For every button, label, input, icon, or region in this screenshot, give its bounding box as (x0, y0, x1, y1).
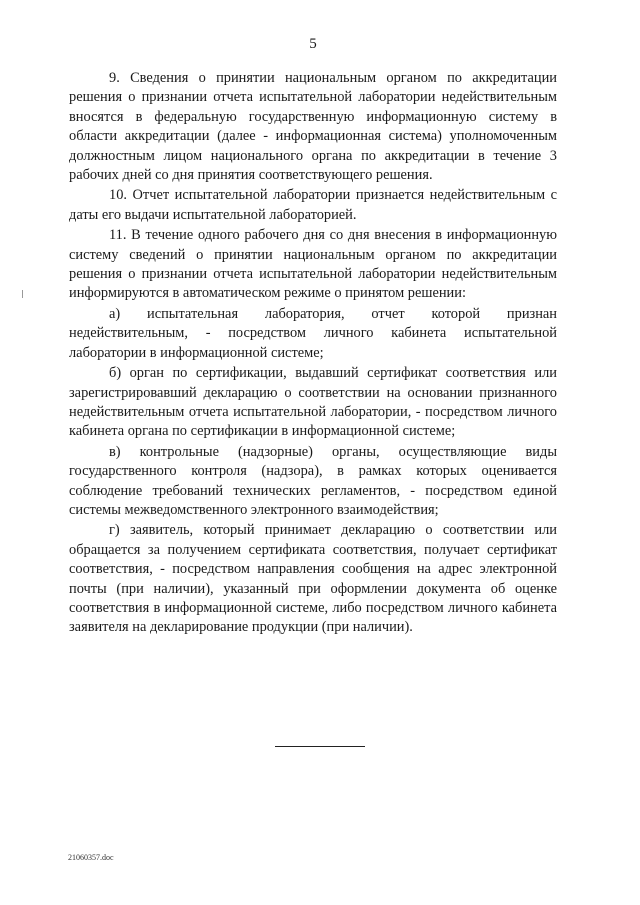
footer-filename: 21060357.doc (68, 853, 114, 862)
subparagraph-g: г) заявитель, который принимает декларацию о соответствии или обращается за получением сертификата соответствия, получает сертификат соответствия, - посредством направления сообщения на адрес электронной почты (при наличии), указанный при оформлении документа об оценке соответствия в информационной системе, либо посредством личного кабинета заявителя на декларирование продукции (при наличии). (69, 522, 557, 636)
paragraph-11: 11. В течение одного рабочего дня со дня внесения в информационную систему сведений о принятии национальным органом по аккредитации решения о признании отчета испытательной лаборатории недействительным информируются в автоматическом режиме о принятом решении: (69, 227, 557, 302)
end-divider (275, 746, 365, 747)
subparagraph-a: а) испытательная лаборатория, отчет которой признан недействительным, - посредством личного кабинета испытательной лаборатории в информационной системе; (69, 305, 557, 361)
document-body (69, 69, 557, 639)
page-number: 5 (309, 36, 317, 52)
subparagraph-v: в) контрольные (надзорные) органы, осуществляющие виды государственного контроля (надзора), в рамках которых оценивается соблюдение требований технических регламентов, - посредством единой системы межведомственного электронного взаимодействия; (69, 443, 557, 518)
margin-mark (22, 290, 23, 298)
paragraph-9: 9. Сведения о принятии национальным органом по аккредитации решения о признании отчета испытательной лаборатории недействительным вносятся в федеральную государственную информационную систему в области аккредитации (далее - информационная система) уполномоченным должностным лицом национального органа по аккредитации в течение 3 рабочих дней со дня принятия соответствующего решения. (69, 70, 557, 184)
paragraph-10: 10. Отчет испытательной лаборатории признается недействительным с даты его выдачи испытательной лабораторией. (69, 187, 557, 223)
subparagraph-b: б) орган по сертификации, выдавший сертификат соответствия или зарегистрировавший декларацию о соответствии на основании признанного недействительным отчета испытательной лаборатории, - посредством личного кабинета органа по сертификации в информационной системе; (69, 365, 557, 440)
